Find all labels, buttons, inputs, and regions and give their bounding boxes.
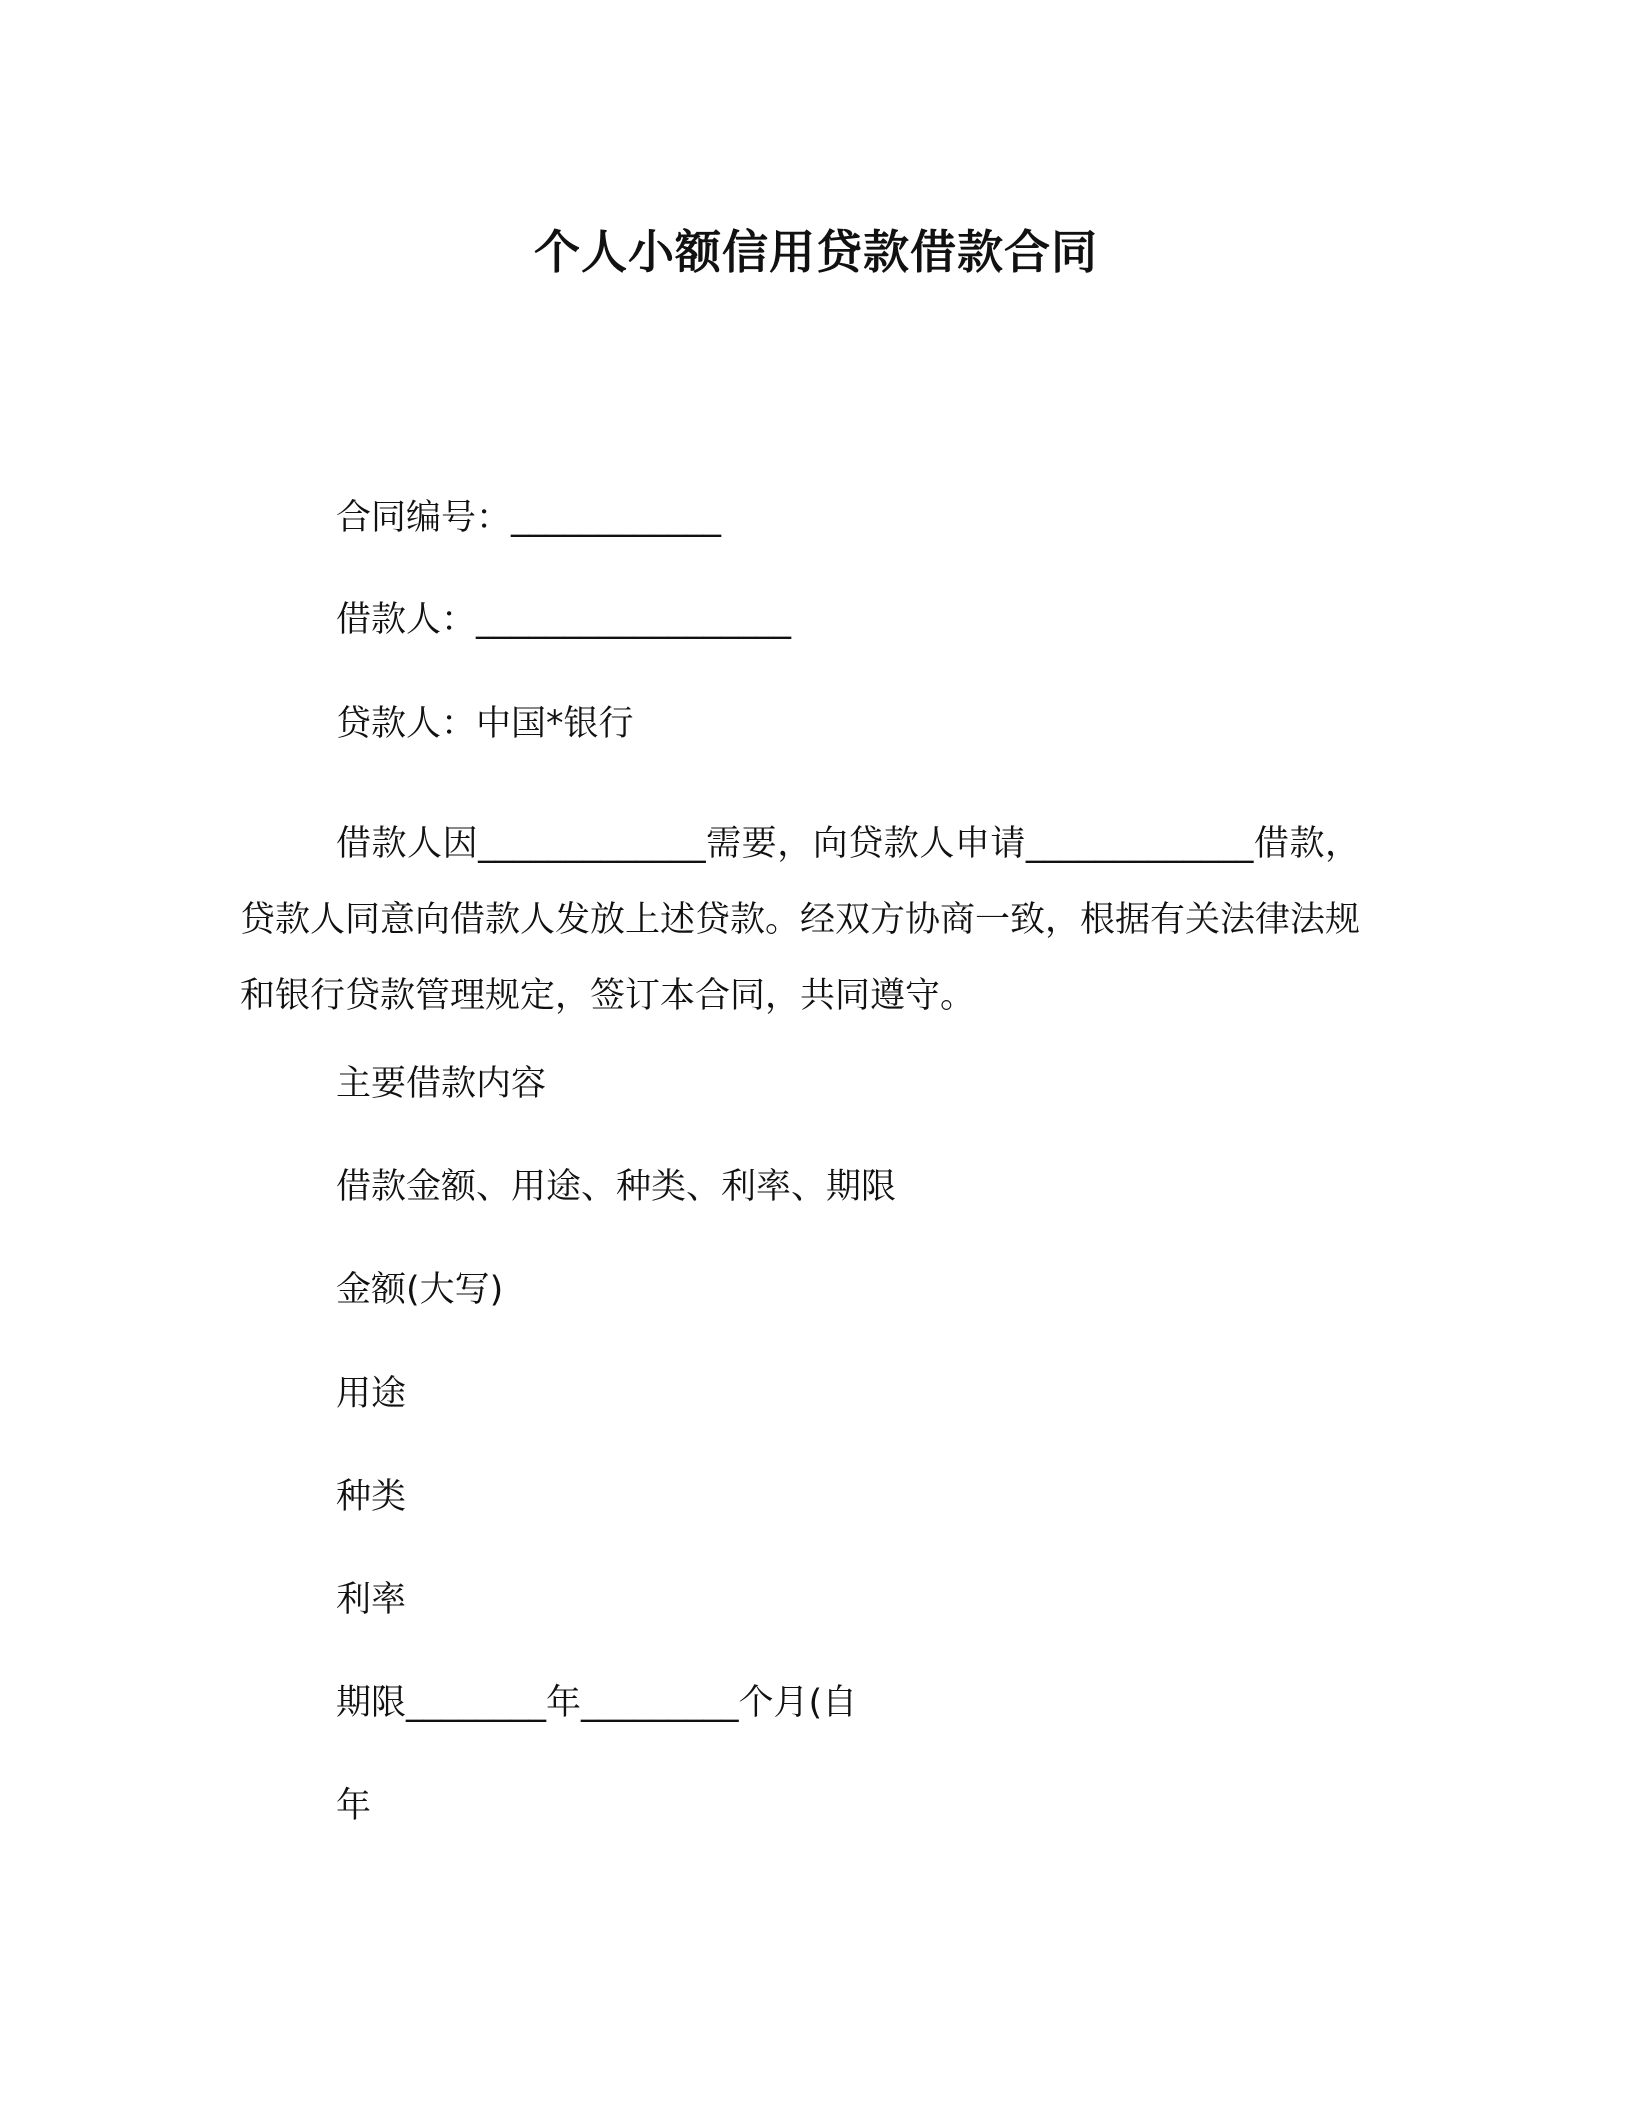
items-summary: 借款金额、用途、种类、利率、期限 <box>336 1167 897 1207</box>
purpose-item: 用途 <box>336 1374 407 1414</box>
lender-line: 贷款人：中国*银行 <box>336 704 634 744</box>
borrower-line: 借款人：__________________ <box>336 600 792 640</box>
amount-item: 金额(大写) <box>336 1270 504 1310</box>
document-title: 个人小额信用贷款借款合同 <box>534 225 1098 279</box>
type-item: 种类 <box>336 1477 407 1517</box>
rate-item: 利率 <box>336 1580 407 1620</box>
term-item: 期限________年_________个月(自 <box>336 1683 858 1723</box>
section-heading: 主要借款内容 <box>336 1064 547 1104</box>
intro-paragraph: 借款人因_____________需要，向贷款人申请_____________借款，贷款人同意向借款人发放上述贷款。经双方协商一致，根据有关法律法规和银行贷款管理规定，签订本合同，共同遵守。 <box>240 824 1361 1016</box>
year-item: 年 <box>336 1786 372 1826</box>
contract-number-line: 合同编号：____________ <box>336 498 722 538</box>
